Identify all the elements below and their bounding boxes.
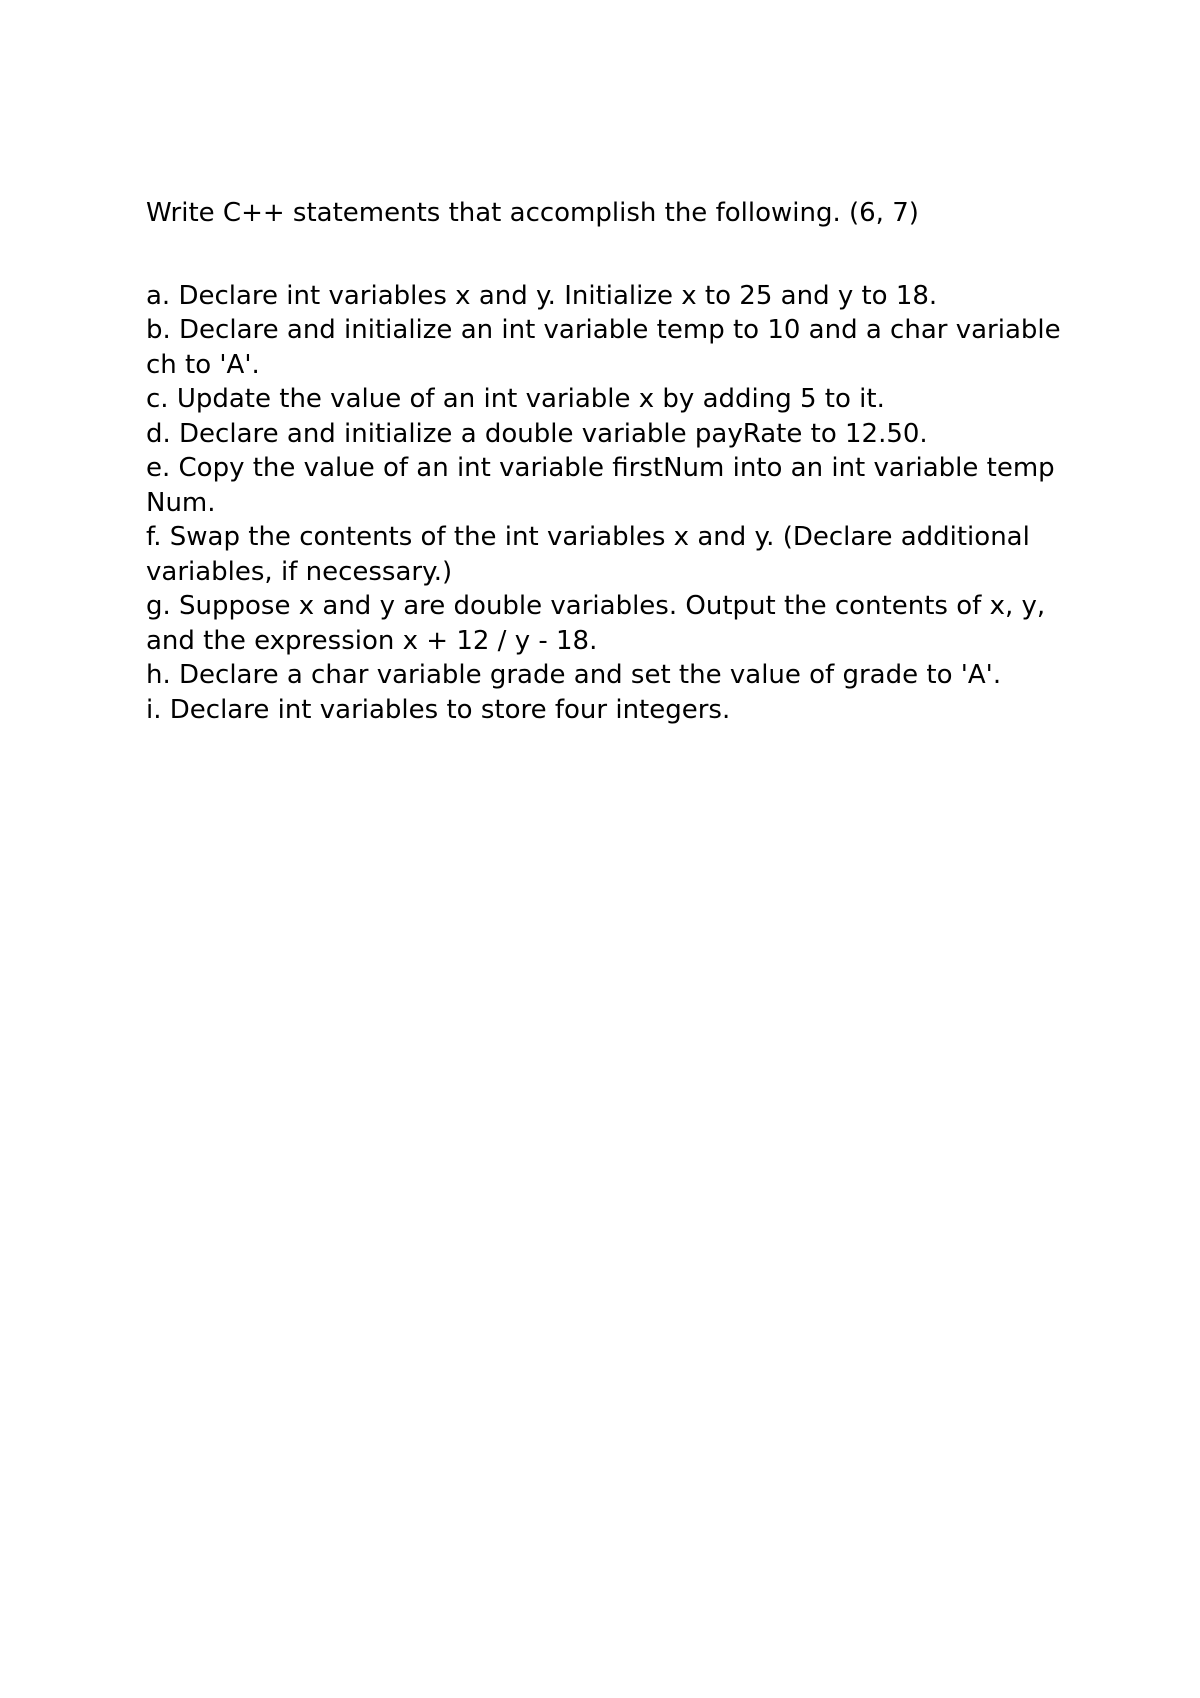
question-item-h: h. Declare a char variable grade and set the value of grade to 'A'. [146, 660, 1002, 690]
question-item-c: c. Update the value of an int variable x by adding 5 to it. [146, 384, 885, 414]
question-item-i: i. Declare int variables to store four integers. [146, 694, 731, 725]
question-list [146, 279, 1076, 728]
question-item-f: f. Swap the contents of the int variables x and y. (Declare additional variables, if necessary.) [146, 522, 1030, 587]
document-content [146, 196, 1076, 727]
question-item-b: b. Declare and initialize an int variable temp to 10 and a char variable ch to 'A'. [146, 315, 1061, 380]
question-item-d: d. Declare and initialize a double variable payRate to 12.50. [146, 418, 928, 449]
question-item-e: e. Copy the value of an int variable firstNum into an int variable temp Num. [146, 453, 1055, 518]
question-heading: Write C++ statements that accomplish the following. (6, 7) [146, 198, 919, 228]
question-item-a: a. Declare int variables x and y. Initialize x to 25 and y to 18. [146, 280, 938, 311]
question-item-g: g. Suppose x and y are double variables. Output the contents of x, y, and the expression x + 12 / y - 18. [146, 591, 1046, 656]
